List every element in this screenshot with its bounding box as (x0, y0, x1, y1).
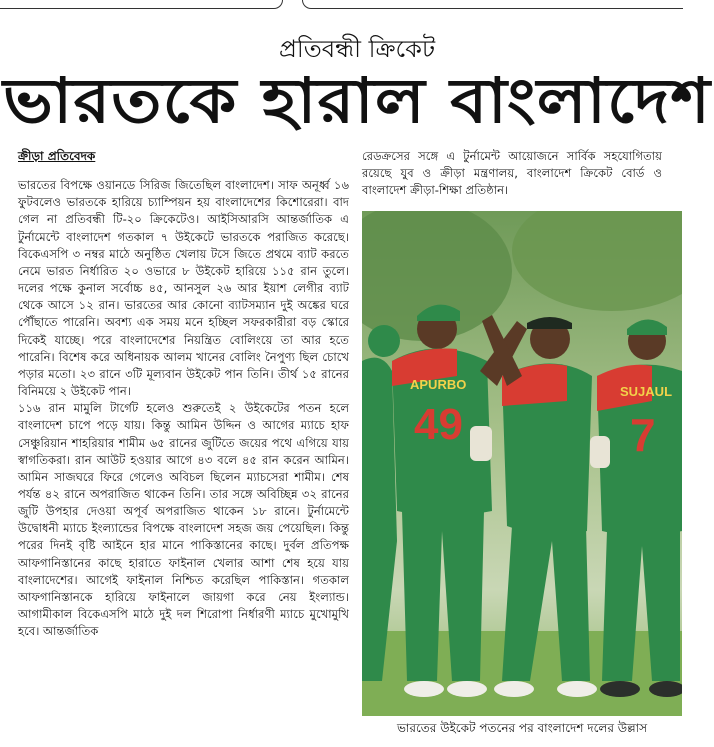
photo-illustration (362, 211, 682, 716)
article-column-left (18, 148, 349, 640)
jersey-number-7: 7 (630, 409, 656, 461)
photo-caption: ভারতের উইকেট পতনের পর বাংলাদেশ দলের উল্লাস (396, 721, 648, 735)
team-celebration-photo (362, 211, 682, 716)
byline: ক্রীড়া প্রতিবেদক (18, 149, 96, 163)
article-paragraph: ভারতের বিপক্ষে ওয়ানডে সিরিজ জিতেছিল বাংলাদেশ। সাফ অনূর্ধ্ব ১৬ ফুটবলেও ভারতকে হারিয়ে চ্যাম্পিয়ন হয় বাংলাদেশের কিশোরেরা। বাদ গেল না প্রতিবন্ধী টি-২০ ক্রিকেটেও। আইসিআরসি আন্তর্জাতিক এ টুর্নামেন্টে বাংলাদেশ গতকাল ৭ উইকেটে ভারতকে পরাজিত করেছে। বিকেএসপি ৩ নম্বর মাঠে অনুষ্ঠিত খেলায় টসে জিতে প্রথমে ব্যাট করতে নেমে ভারত নির্ধারিত ২০ ওভারে ৮ উইকেট হারিয়ে ১১৫ রান তুলে। দলের পক্ষে কুনাল সর্বোচ্চ ৪৫, আনসুল ২৬ আর ইয়াশ লেগীর ব্যাট থেকে আসে ১২ রান। ভারতের আর কোনো ব্যাটসম্যান দুই অঙ্কের ঘরে পৌঁছাতে পারেনি। অবশ্য এক সময় মনে হচ্ছিল সফরকারীরা বড় স্কোরে দিকেই যাচ্ছে। পরে বাংলাদেশের নিয়ন্ত্রিত বোলিংয়ে তা আর হতে পারেনি। বিশেষ করে অধিনায়ক আলম খানের বোলিং নৈপুণ্য ছিল চোখে পড়ার মতো। ২৩ রানে ৩টি মূল্যবান উইকেট পান তিনি। তীর্থ ১৫ রানের বিনিময়ে ২ উইকেট পান। (18, 178, 349, 399)
top-frame-line (0, 0, 714, 10)
section-kicker: প্রতিবন্ধী ক্রিকেট (278, 35, 436, 63)
headline: ভারতকে হারাল বাংলাদেশ (2, 64, 712, 137)
article-paragraph: ১১৬ রান মামুলি টার্গেট হলেও শুরুতেই ২ উইকেটের পতন হলে বাংলাদেশ চাপে পড়ে যায়। কিন্তু আমিন উদ্দিন ও আগের ম্যাচে হাফ সেঞ্চুরিয়ান শাহরিয়ার শামীম ৬৫ রানের জুটিতে জয়ের পথে এগিয়ে যায় স্বাগতিকরা। রান আউট হওয়ার আগে ৪৩ বলে ৪৫ রান করেন আমিন। আমিন সাজঘরে ফিরে গেলেও অবিচল ছিলেন ম্যাচসেরা শামীম। শেষ পর্যন্ত ৪২ রানে অপরাজিত থাকেন তিনি। তার সঙ্গে অবিচ্ছিন্ন ৩২ রানের জুটি উপহার দেওয়া অপূর্ব অপরাজিত থাকেন ১৮ রানে। টুর্নামেন্টে উদ্বোধনী ম্যাচে ইংল্যান্ডের বিপক্ষে বাংলাদেশ সহজ জয় পেয়েছিল। কিন্তু পরের দিনই বৃষ্টি আইনে হার মানে পাকিস্তানের কাছে। দুর্বল প্রতিপক্ষ আফগানিস্তানের কাছে হারাতে ফাইনাল খেলার আশা শেষ হয়ে যায় বাংলাদেশের। আগেই ফাইনাল নিশ্চিত করেছিল পাকিস্তান। গতকাল আফগানিস্তানকে হারিয়ে ফাইনালে জায়গা করে নেয় ইংল্যান্ড। আগামীকাল বিকেএসপি মাঠে দুই দল শিরোপা নির্ধারণী ম্যাচে মুখোমুখি হবে। আন্তর্জাতিক (18, 401, 349, 639)
article-column-right (362, 148, 662, 199)
jersey-name-sujaul: SUJAUL (620, 384, 673, 399)
article-paragraph: রেডক্রসের সঙ্গে এ টুর্নামেন্ট আয়োজনে সার্বিক সহযোগিতায় রয়েছে যুব ও ক্রীড়া মন্ত্রণালয়, বাংলাদেশ ক্রিকেট বোর্ড ও বাংলাদেশ ক্রীড়া-শিক্ষা প্রতিষ্ঠান। (362, 149, 662, 198)
jersey-name-apurbo: APURBO (410, 377, 467, 392)
jersey-number-49: 49 (414, 400, 463, 449)
